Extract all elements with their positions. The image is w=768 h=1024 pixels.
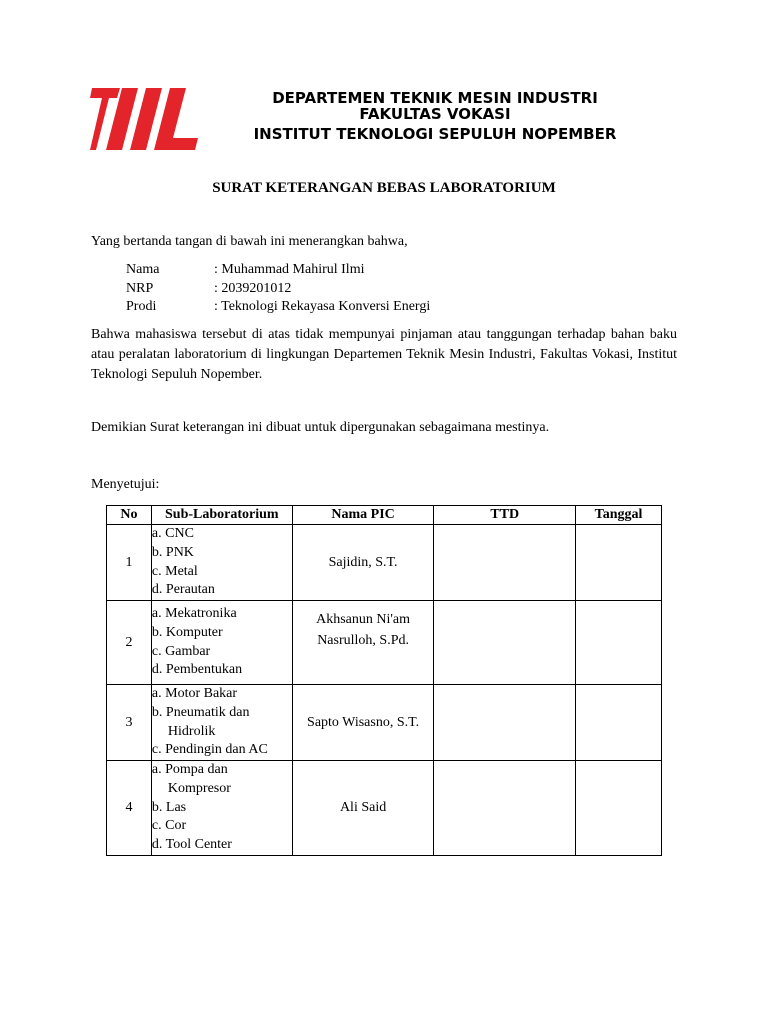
sub-lab-item: d. Tool Center	[151, 837, 232, 852]
document-title: SURAT KETERANGAN BEBAS LABORATORIUM	[212, 180, 556, 196]
letterhead	[240, 90, 630, 142]
approval-label: Menyetujui:	[91, 477, 160, 492]
sub-lab-list	[151, 525, 292, 601]
sub-lab-item: c. Pendingin dan AC	[151, 742, 268, 758]
row-number: 3	[107, 685, 152, 761]
closing-text: Demikian Surat keterangan ini dibuat untuk dipergunakan sebagaimana mestinya.	[91, 420, 550, 435]
sub-lab-item: b. Komputer	[151, 624, 223, 640]
pic-name-line: Sajidin, S.T.	[328, 555, 398, 570]
header-no: No	[107, 506, 152, 525]
header-pic: Nama PIC	[292, 506, 434, 525]
sub-lab-list	[151, 601, 292, 685]
identity-value: : 2039201012	[214, 280, 292, 296]
table-row	[107, 525, 662, 601]
department-name: DEPARTEMEN TEKNIK MESIN INDUSTRI	[272, 89, 598, 107]
identity-label: Nama	[126, 262, 160, 277]
student-identity	[126, 261, 430, 317]
statement-paragraph: Bahwa mahasiswa tersebut di atas tidak mempunyai pinjaman atau tanggungan terhadap bahan baku atau peralatan laboratorium di lingkungan Departemen Teknik Mesin Industri, Fakultas Vokasi, Institut Teknologi Sepuluh Nopember.	[91, 327, 677, 382]
date-cell[interactable]	[576, 601, 662, 685]
signature-cell[interactable]	[434, 601, 576, 685]
header-sub-lab: Sub-Laboratorium	[151, 506, 292, 525]
pic-name	[292, 525, 434, 601]
header-tanggal: Tanggal	[576, 506, 662, 525]
identity-row-prodi	[126, 298, 430, 317]
pic-name	[292, 601, 434, 685]
sub-lab-item: d. Perautan	[151, 582, 215, 598]
row-number: 1	[107, 525, 152, 601]
identity-value: : Muhammad Mahirul Ilmi	[214, 262, 365, 277]
pic-name-line: Sapto Wisasno, S.T.	[307, 715, 420, 730]
date-cell[interactable]	[576, 685, 662, 761]
sub-lab-item: a. CNC	[151, 526, 194, 541]
table-row	[107, 761, 662, 856]
sub-lab-item: a. Mekatronika	[151, 606, 237, 621]
sub-lab-item: b. Las	[151, 799, 187, 815]
sub-lab-item: d. Pembentukan	[151, 662, 243, 678]
identity-label: NRP	[126, 280, 154, 296]
row-number: 4	[107, 761, 152, 856]
sub-lab-item: c. Gambar	[151, 643, 211, 659]
signature-cell[interactable]	[434, 525, 576, 601]
sub-lab-item: c. Metal	[151, 563, 198, 579]
identity-row-nrp	[126, 280, 430, 299]
table-row	[107, 685, 662, 761]
pic-name-line: Nasrulloh, S.Pd.	[317, 633, 409, 648]
pic-name	[292, 685, 434, 761]
pic-name	[292, 761, 434, 856]
signature-cell[interactable]	[434, 761, 576, 856]
institute-name: INSTITUT TEKNOLOGI SEPULUH NOPEMBER	[253, 125, 617, 143]
intro-text: Yang bertanda tangan di bawah ini menerangkan bahwa,	[91, 234, 408, 249]
pic-name-line: Ali Said	[339, 800, 387, 816]
table-header-row	[107, 506, 662, 525]
sub-lab-item: b. Pneumatik dan	[151, 704, 250, 720]
approval-table	[106, 505, 662, 856]
date-cell[interactable]	[576, 525, 662, 601]
sub-lab-item: a. Pompa dan	[151, 762, 228, 777]
sub-lab-list	[151, 761, 292, 856]
identity-label: Prodi	[126, 299, 157, 314]
header-ttd: TTD	[434, 506, 576, 525]
pic-name-line: Akhsanun Ni'am	[316, 612, 411, 627]
sub-lab-list	[151, 685, 292, 761]
identity-value: : Teknologi Rekayasa Konversi Energi	[214, 299, 431, 314]
signature-cell[interactable]	[434, 685, 576, 761]
table-row	[107, 601, 662, 685]
row-number: 2	[107, 601, 152, 685]
identity-row-nama	[126, 261, 430, 280]
sub-lab-item: c. Cor	[151, 818, 187, 834]
sub-lab-item: a. Motor Bakar	[151, 686, 238, 701]
departemen-logo	[90, 84, 198, 154]
faculty-name: FAKULTAS VOKASI	[359, 105, 511, 123]
sub-lab-item: Kompresor	[167, 780, 231, 796]
date-cell[interactable]	[576, 761, 662, 856]
sub-lab-item: Hidrolik	[167, 723, 216, 739]
sub-lab-item: b. PNK	[151, 544, 194, 560]
